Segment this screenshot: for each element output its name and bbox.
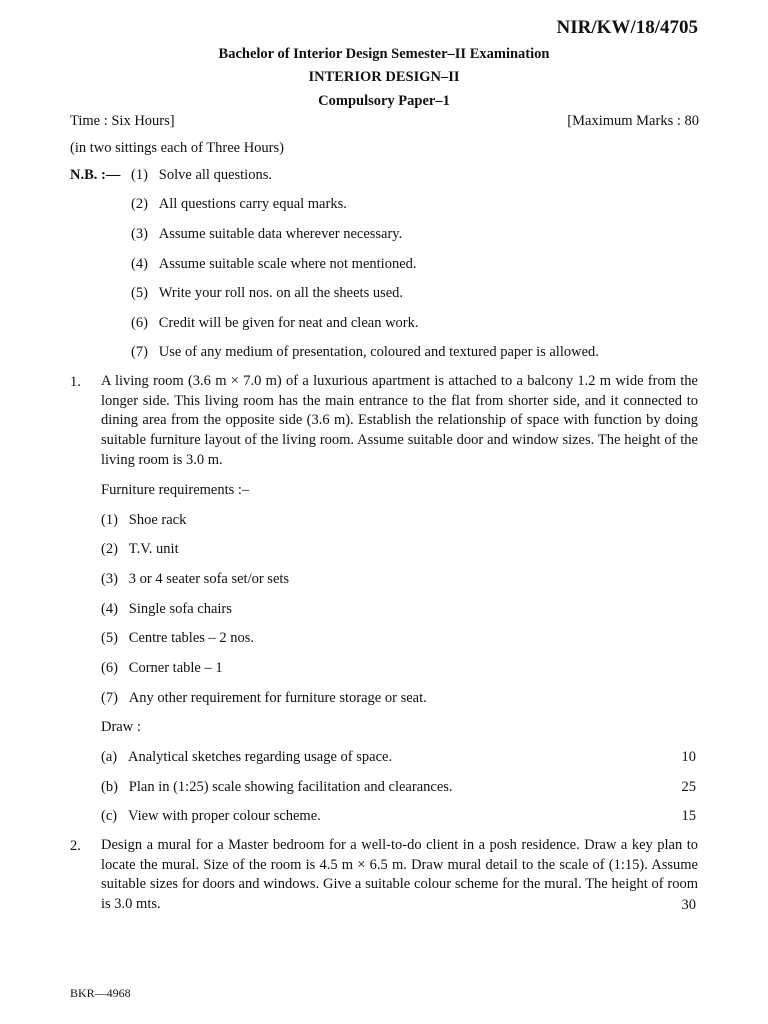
nb-item-num: (4): [131, 256, 148, 272]
question-marks: 30: [681, 897, 696, 913]
furniture-item-num: (5): [101, 630, 118, 646]
draw-item-marks: 10: [681, 749, 696, 765]
furniture-item: [101, 599, 232, 619]
nb-item-text: All questions carry equal marks.: [158, 196, 347, 212]
furniture-item-text: T.V. unit: [128, 541, 179, 557]
nb-item-text: Assume suitable data wherever necessary.: [158, 226, 403, 242]
max-marks-label: [Maximum Marks : 80: [567, 113, 699, 129]
nb-item-num: (5): [131, 285, 148, 301]
question-number: 1.: [70, 374, 81, 390]
furniture-item: [101, 539, 179, 559]
nb-item: [131, 313, 419, 333]
draw-item: [101, 806, 321, 826]
furniture-item-num: (2): [101, 541, 118, 557]
question-text: A living room (3.6 m × 7.0 m) of a luxurious apartment is attached to a balcony 1.2 m wide from the longer side. This living room has the main entrance to the flat from shorter side, and it connected to dining area from the opposite side (3.6 m). Establish the relationship of space with function by doing suitable furniture layout of the living room. Assume suitable door and window sizes. The height of the living room is 3.0 m.: [101, 373, 698, 468]
nb-item-num: (3): [131, 226, 148, 242]
furniture-item: [101, 628, 254, 648]
nb-item-text: Assume suitable scale where not mentioned.: [158, 256, 417, 272]
nb-item-text: Solve all questions.: [158, 167, 272, 183]
nb-item-num: (1): [131, 167, 148, 183]
nb-label: N.B. :—: [70, 167, 121, 183]
footer-code: BKR—4968: [70, 986, 131, 1000]
nb-item: [131, 194, 347, 214]
nb-item: [131, 342, 599, 362]
draw-item-text: Analytical sketches regarding usage of space.: [127, 749, 393, 765]
paper-title: Compulsory Paper–1: [318, 93, 450, 109]
furniture-item: [101, 658, 223, 678]
furniture-item: [101, 688, 427, 708]
nb-item-text: Credit will be given for neat and clean work.: [158, 315, 419, 331]
furniture-item-num: (1): [101, 512, 118, 528]
draw-item-text: Plan in (1:25) scale showing facilitation and clearances.: [128, 779, 453, 795]
draw-item-num: (c): [101, 808, 118, 824]
nb-item-text: Write your roll nos. on all the sheets used.: [158, 285, 404, 301]
nb-item-text: Use of any medium of presentation, coloured and textured paper is allowed.: [158, 344, 599, 360]
paper-code: NIR/KW/18/4705: [556, 17, 698, 38]
time-label: Time : Six Hours]: [70, 113, 175, 129]
furniture-item-text: Centre tables – 2 nos.: [128, 630, 255, 646]
nb-item-num: (7): [131, 344, 148, 360]
furniture-item-num: (7): [101, 690, 118, 706]
draw-item-num: (b): [101, 779, 118, 795]
furniture-item-num: (4): [101, 601, 118, 617]
exam-title: Bachelor of Interior Design Semester–II Examination: [218, 46, 550, 62]
subject-title: INTERIOR DESIGN–II: [308, 69, 460, 85]
sittings-note: (in two sittings each of Three Hours): [70, 140, 284, 156]
draw-item-marks: 25: [681, 779, 696, 795]
furniture-item-text: Corner table – 1: [128, 660, 223, 676]
nb-item: [131, 165, 272, 185]
question-text: Design a mural for a Master bedroom for a well-to-do client in a posh residence. Draw a key plan to locate the mural. Size of the room is 4.5 m × 6.5 m. Draw mural detail to the scale of (1:15). Assume suitable sizes for doors and windows. Give a suitable colour scheme for the mural. The height of room is 3.0 mts.: [101, 837, 698, 913]
draw-item-text: View with proper colour scheme.: [127, 808, 321, 824]
furniture-item: [101, 569, 289, 589]
draw-item-marks: 15: [681, 808, 696, 824]
furniture-item-text: Any other requirement for furniture storage or seat.: [128, 690, 427, 706]
draw-item-num: (a): [101, 749, 118, 765]
furniture-item: [101, 510, 186, 530]
furniture-item-text: Shoe rack: [128, 512, 187, 528]
furniture-item-text: Single sofa chairs: [128, 601, 232, 617]
draw-heading: Draw :: [101, 719, 141, 735]
nb-item: [131, 283, 403, 303]
furniture-heading: Furniture requirements :–: [101, 482, 250, 498]
question-number: 2.: [70, 838, 81, 854]
nb-item-num: (2): [131, 196, 148, 212]
draw-item: [101, 747, 392, 767]
furniture-item-num: (6): [101, 660, 118, 676]
furniture-item-num: (3): [101, 571, 118, 587]
furniture-item-text: 3 or 4 seater sofa set/or sets: [128, 571, 290, 587]
draw-item: [101, 777, 453, 797]
nb-item: [131, 224, 402, 244]
nb-item: [131, 254, 417, 274]
nb-item-num: (6): [131, 315, 148, 331]
